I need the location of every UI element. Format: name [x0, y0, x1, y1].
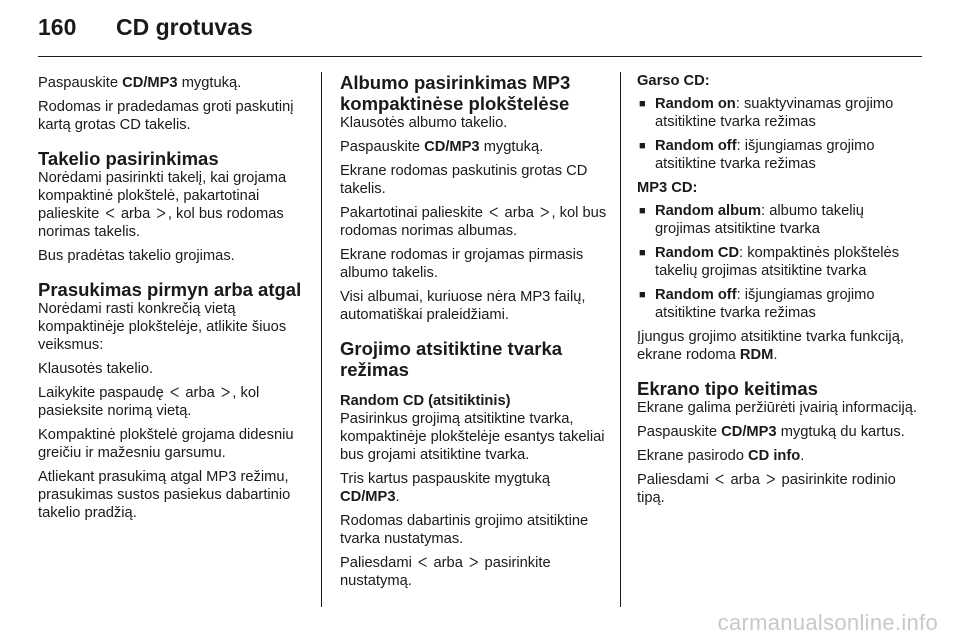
- arrow-right-icon: ᐳ: [220, 385, 231, 400]
- arrow-right-icon: ᐳ: [765, 472, 776, 487]
- paragraph: Atliekant prasukimą atgal MP3 režimu, prasukimas sustos pasiekus dabartinio takelio pradžią.: [38, 469, 291, 521]
- square-bullet-icon: ■: [639, 98, 646, 110]
- arrow-right-icon: ᐳ: [540, 205, 550, 220]
- list-item: ■ Random off: išjungiamas grojimo atsitiktine tvarka režimas: [639, 138, 875, 172]
- header-divider: [38, 56, 922, 57]
- arrow-left-icon: ᐸ: [105, 206, 115, 221]
- label-mp3-cd: MP3 CD:: [637, 180, 698, 196]
- section-heading-albumo: Albumo pasirinkimas MP3 kompaktinėse plokštelėse: [340, 72, 571, 114]
- column-2: [340, 72, 612, 596]
- watermark: carmanualsonline.info: [717, 610, 938, 635]
- paragraph: Tris kartus paspauskite mygtuką CD/MP3.: [340, 471, 551, 505]
- paragraph: Pakartotinai palieskite ᐸ arba ᐳ , kol bus rodomas norimas albumas.: [340, 205, 607, 239]
- paragraph: Pasirinkus grojimą atsitiktine tvarka, kompaktinėje plokštelėje esantys takeliai bus grojami atsitiktine tvarka.: [340, 411, 605, 463]
- paragraph: Ekrane rodomas ir grojamas pirmasis albumo takelis.: [340, 247, 584, 281]
- section-heading-takelio: Takelio pasirinkimas: [38, 148, 219, 169]
- arrow-left-icon: ᐸ: [417, 555, 428, 570]
- square-bullet-icon: ■: [639, 247, 646, 259]
- column-divider-2: [620, 72, 621, 607]
- page-title: CD grotuvas: [116, 14, 253, 40]
- list-item: ■ Random album: albumo takelių grojimas atsitiktine tvarka: [639, 203, 864, 237]
- paragraph: Paliesdami ᐸ arba ᐳ pasirinkite nustatymą.: [340, 555, 551, 589]
- paragraph: Paspauskite CD/MP3 mygtuką.: [38, 75, 242, 91]
- paragraph: Kompaktinė plokštelė grojama didesniu greičiu ir mažesniu garsumu.: [38, 427, 294, 461]
- list-item: ■ Random CD: kompaktinės plokštelės takelių grojimas atsitiktine tvarka: [639, 245, 900, 279]
- paragraph: Klausotės takelio.: [38, 361, 154, 377]
- paragraph: Norėdami rasti konkrečią vietą kompaktinėje plokštelėje, atlikite šiuos veiksmus:: [38, 301, 287, 353]
- paragraph: Ekrane pasirodo CD info.: [637, 448, 805, 464]
- paragraph: Paspauskite CD/MP3 mygtuką du kartus.: [637, 424, 905, 440]
- paragraph: Ekrane galima peržiūrėti įvairią informaciją.: [637, 400, 917, 416]
- label-garso-cd: Garso CD:: [637, 73, 710, 89]
- column-3: [637, 72, 922, 513]
- paragraph: Įjungus grojimo atsitiktine tvarka funkciją, ekrane rodoma RDM.: [637, 329, 904, 363]
- paragraph: Laikykite paspaudę ᐸ arba ᐳ , kol pasieksite norimą vietą.: [38, 385, 260, 419]
- paragraph: Norėdami pasirinkti takelį, kai grojama kompaktinė plokštelė, pakartotinai palieskite ᐸ arba ᐳ , kol bus rodomas norimas takelis.: [38, 170, 287, 240]
- page-number: 160: [38, 14, 77, 40]
- arrow-right-icon: ᐳ: [468, 555, 479, 570]
- paragraph: Paliesdami ᐸ arba ᐳ pasirinkite rodinio tipą.: [637, 472, 896, 506]
- column-divider-1: [321, 72, 322, 607]
- square-bullet-icon: ■: [639, 140, 646, 152]
- paragraph: Visi albumai, kuriuose nėra MP3 failų, automatiškai praleidžiami.: [340, 289, 586, 323]
- arrow-left-icon: ᐸ: [169, 385, 180, 400]
- section-heading-grojimo: Grojimo atsitiktine tvarka režimas: [340, 338, 563, 380]
- paragraph: Rodomas ir pradedamas groti paskutinį kartą grotas CD takelis.: [38, 99, 294, 133]
- square-bullet-icon: ■: [639, 205, 646, 217]
- column-1: [38, 74, 310, 528]
- section-heading-ekrano: Ekrano tipo keitimas: [637, 378, 818, 399]
- list-item: ■ Random off: išjungiamas grojimo atsitiktine tvarka režimas: [639, 287, 875, 321]
- section-heading-prasukimas: Prasukimas pirmyn arba atgal: [38, 279, 302, 300]
- paragraph: Paspauskite CD/MP3 mygtuką.: [340, 139, 544, 155]
- arrow-right-icon: ᐳ: [156, 206, 166, 221]
- subheading-random-cd: Random CD (atsitiktinis): [340, 393, 511, 409]
- paragraph: Klausotės albumo takelio.: [340, 115, 508, 131]
- arrow-left-icon: ᐸ: [714, 472, 725, 487]
- arrow-left-icon: ᐸ: [488, 205, 499, 220]
- list-item: ■ Random on: suaktyvinamas grojimo atsitiktine tvarka režimas: [639, 96, 894, 130]
- page-header: [38, 14, 253, 54]
- paragraph: Ekrane rodomas paskutinis grotas CD takelis.: [340, 163, 588, 197]
- square-bullet-icon: ■: [639, 289, 646, 301]
- paragraph: Rodomas dabartinis grojimo atsitiktine tvarka nustatymas.: [340, 513, 589, 547]
- paragraph: Bus pradėtas takelio grojimas.: [38, 248, 235, 264]
